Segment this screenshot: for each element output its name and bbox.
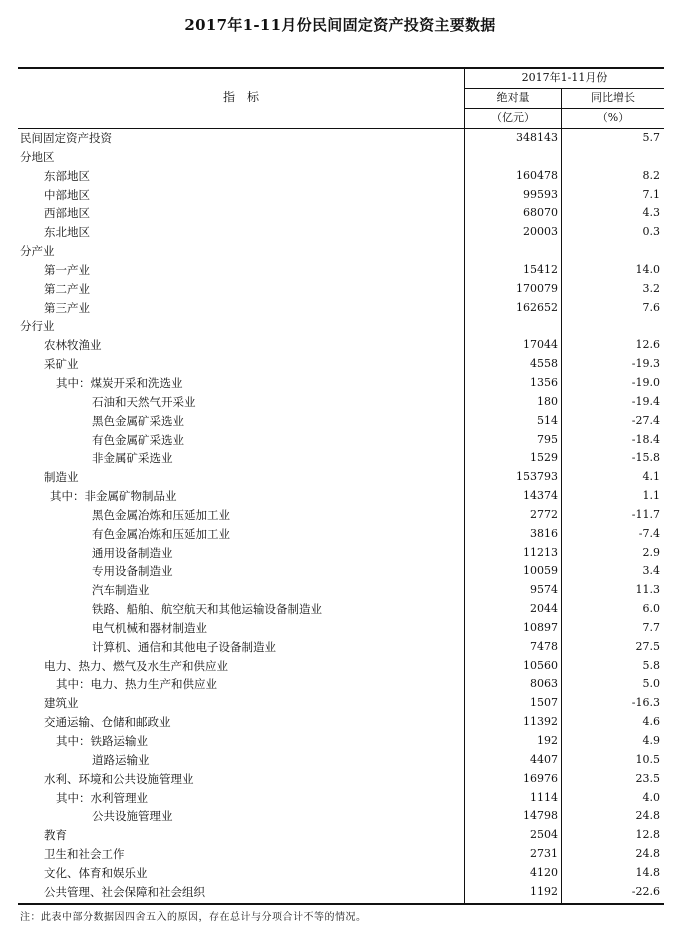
table-row: [18, 883, 664, 902]
row-growth-value: 6.0: [642, 602, 660, 616]
row-growth-value: 11.3: [635, 583, 660, 597]
row-indicator: 电气机械和器材制造业: [92, 620, 207, 635]
table-row: [18, 449, 664, 468]
table-row: [18, 186, 664, 205]
row-absolute-value: 3816: [530, 526, 558, 540]
row-absolute-value: 10897: [523, 620, 558, 634]
row-growth-value: 4.0: [642, 790, 660, 804]
row-indicator: 其中：非金属矿物制品业: [50, 489, 177, 504]
row-indicator: 第一产业: [44, 262, 90, 277]
row-indicator: 其中：水利管理业: [56, 790, 148, 805]
row-indicator: 通用设备制造业: [92, 545, 173, 560]
table-bottom-rule: [18, 903, 664, 905]
table-row: [18, 280, 664, 299]
row-absolute-value: 10059: [523, 564, 558, 578]
row-indicator: 分产业: [20, 244, 55, 259]
row-absolute-value: 68070: [523, 206, 558, 220]
row-indicator: 第二产业: [44, 281, 90, 296]
row-growth-value: 14.0: [635, 262, 660, 276]
row-absolute-value: 14374: [523, 489, 558, 503]
row-absolute-value: 11392: [523, 715, 558, 729]
row-growth-value: 12.6: [635, 338, 660, 352]
page-title: 2017年1-11月份民间固定资产投资主要数据: [184, 16, 496, 34]
row-indicator: 东北地区: [44, 225, 90, 240]
row-absolute-value: 180: [537, 394, 558, 408]
table-row: [18, 713, 664, 732]
row-absolute-value: 9574: [530, 583, 558, 597]
row-indicator: 其中：铁路运输业: [56, 734, 148, 748]
table-row: [18, 807, 664, 826]
row-absolute-value: 1114: [530, 790, 558, 804]
row-absolute-value: 348143: [516, 131, 558, 144]
row-indicator: 计算机、通信和其他电子设备制造业: [92, 639, 276, 654]
table-row: [18, 675, 664, 694]
table-row: [18, 223, 664, 242]
table-row: [18, 412, 664, 431]
row-absolute-value: 15412: [523, 262, 558, 276]
row-growth-value: 10.5: [635, 752, 660, 766]
row-indicator: 汽车制造业: [92, 583, 150, 598]
table-row: [18, 770, 664, 789]
row-indicator: 第三产业: [44, 300, 90, 315]
table-row: [18, 261, 664, 280]
row-indicator: 东部地区: [44, 168, 90, 183]
row-absolute-value: 11213: [523, 545, 558, 559]
row-growth-value: -18.4: [631, 432, 660, 446]
row-growth-value: 5.8: [642, 658, 660, 672]
row-absolute-value: 1356: [530, 375, 558, 389]
row-growth-value: 12.8: [635, 828, 660, 842]
row-growth-value: 4.1: [642, 470, 660, 484]
row-indicator: 制造业: [44, 470, 79, 485]
row-indicator: 公共设施管理业: [92, 809, 173, 824]
row-growth-value: 27.5: [635, 639, 660, 653]
row-growth-value: 4.6: [642, 715, 660, 729]
row-absolute-value: 20003: [523, 225, 558, 239]
row-indicator: 黑色金属冶炼和压延加工业: [92, 507, 230, 522]
table-row: [18, 864, 664, 883]
table-row: [18, 148, 664, 167]
row-indicator: 分地区: [20, 149, 55, 164]
table-row: [18, 657, 664, 676]
row-indicator: 有色金属冶炼和压延加工业: [92, 526, 230, 541]
table-row: [18, 468, 664, 487]
table-row: [18, 544, 664, 563]
table-row: [18, 751, 664, 770]
row-absolute-value: 153793: [516, 470, 558, 484]
row-absolute-value: 514: [537, 413, 558, 427]
row-indicator: 道路运输业: [92, 752, 150, 767]
row-growth-value: -15.8: [631, 451, 660, 465]
table-row: [18, 525, 664, 544]
absolute-header: 绝对量: [496, 91, 530, 104]
row-absolute-value: 4120: [530, 865, 558, 879]
row-absolute-value: 795: [537, 432, 558, 446]
row-indicator: 其中：电力、热力生产和供应业: [56, 677, 217, 692]
row-indicator: 其中：煤炭开采和洗选业: [56, 375, 183, 390]
row-growth-value: 5.0: [642, 677, 660, 691]
row-indicator: 教育: [44, 828, 67, 843]
row-indicator: 黑色金属矿采选业: [92, 413, 184, 428]
table-row: [18, 581, 664, 600]
row-growth-value: 3.2: [642, 281, 660, 295]
row-indicator: 非金属矿采选业: [92, 451, 173, 466]
indicator-header: 指 标: [222, 90, 259, 104]
table-row: [18, 129, 664, 148]
row-growth-value: 4.3: [642, 206, 660, 220]
row-absolute-value: 2731: [530, 847, 558, 861]
table-row: [18, 393, 664, 412]
row-indicator: 建筑业: [44, 696, 79, 711]
row-growth-value: 7.6: [642, 300, 660, 314]
table-row: [18, 317, 664, 336]
row-growth-value: 3.4: [642, 564, 660, 578]
row-absolute-value: 192: [537, 734, 558, 747]
table-row: [18, 732, 664, 751]
period-header: 2017年1-11月份: [521, 71, 608, 84]
row-absolute-value: 2044: [530, 602, 558, 616]
row-absolute-value: 2772: [530, 507, 558, 521]
row-absolute-value: 160478: [516, 168, 558, 182]
table-row: [18, 431, 664, 450]
growth-unit: （%）: [596, 111, 630, 124]
row-absolute-value: 1529: [530, 451, 558, 465]
table-row: [18, 694, 664, 713]
row-growth-value: -19.3: [631, 357, 660, 371]
row-indicator: 分行业: [20, 319, 55, 334]
table-row: [18, 600, 664, 619]
row-absolute-value: 16976: [523, 771, 558, 785]
row-absolute-value: 170079: [516, 281, 558, 295]
row-indicator: 交通运输、仓储和邮政业: [44, 715, 171, 730]
row-indicator: 文化、体育和娱乐业: [44, 865, 148, 880]
row-growth-value: 2.9: [642, 545, 660, 559]
table-row: [18, 826, 664, 845]
table-row: [18, 374, 664, 393]
row-absolute-value: 1192: [530, 884, 558, 898]
row-growth-value: -22.6: [631, 884, 660, 898]
row-growth-value: 23.5: [635, 771, 660, 785]
table-row: [18, 299, 664, 318]
row-growth-value: -16.3: [631, 696, 660, 710]
row-indicator: 公共管理、社会保障和社会组织: [44, 884, 205, 899]
row-absolute-value: 162652: [516, 300, 558, 314]
table-row: [18, 845, 664, 864]
table-row: [18, 336, 664, 355]
row-absolute-value: 8063: [530, 677, 558, 691]
row-growth-value: -7.4: [638, 526, 660, 540]
row-growth-value: 4.9: [642, 734, 660, 747]
row-absolute-value: 7478: [530, 639, 558, 653]
row-growth-value: 8.2: [642, 168, 660, 182]
table-row: [18, 506, 664, 525]
table-row: [18, 562, 664, 581]
row-growth-value: -27.4: [631, 413, 660, 427]
row-absolute-value: 99593: [523, 187, 558, 201]
row-growth-value: 14.8: [635, 865, 660, 879]
absolute-unit: （亿元）: [491, 111, 535, 124]
row-growth-value: 0.3: [642, 225, 660, 239]
table-row: [18, 167, 664, 186]
row-absolute-value: 10560: [523, 658, 558, 672]
table-row: [18, 204, 664, 223]
row-absolute-value: 14798: [523, 809, 558, 823]
table-row: [18, 242, 664, 261]
growth-header: 同比增长: [591, 91, 635, 104]
row-indicator: 农林牧渔业: [44, 338, 102, 353]
footnote: 注：此表中部分数据因四舍五入的原因，存在总计与分项合计不等的情况。: [20, 912, 367, 923]
row-indicator: 专用设备制造业: [92, 564, 173, 579]
row-growth-value: -11.7: [631, 507, 660, 521]
table-row: [18, 638, 664, 657]
row-absolute-value: 4407: [530, 752, 558, 766]
row-indicator: 西部地区: [44, 206, 90, 221]
row-growth-value: 24.8: [635, 847, 660, 861]
table-row: [18, 487, 664, 506]
table-row: [18, 355, 664, 374]
row-growth-value: 7.7: [642, 620, 660, 634]
row-growth-value: -19.4: [631, 394, 660, 408]
row-absolute-value: 17044: [523, 338, 558, 352]
table-row: [18, 619, 664, 638]
data-table-body: [18, 129, 664, 902]
row-indicator: 卫生和社会工作: [44, 847, 125, 862]
row-indicator: 铁路、船舶、航空航天和其他运输设备制造业: [92, 602, 322, 617]
row-indicator: 有色金属矿采选业: [92, 432, 184, 447]
row-indicator: 电力、热力、燃气及水生产和供应业: [44, 658, 228, 673]
row-indicator: 水利、环境和公共设施管理业: [44, 771, 194, 786]
row-growth-value: -19.0: [631, 375, 660, 389]
row-absolute-value: 1507: [530, 696, 558, 710]
row-indicator: 石油和天然气开采业: [92, 394, 196, 409]
row-growth-value: 1.1: [642, 489, 660, 503]
row-indicator: 中部地区: [44, 187, 90, 202]
row-growth-value: 24.8: [635, 809, 660, 823]
row-indicator: 民间固定资产投资: [20, 131, 112, 145]
row-growth-value: 7.1: [642, 187, 660, 201]
row-growth-value: 5.7: [642, 131, 660, 144]
row-absolute-value: 4558: [530, 357, 558, 371]
row-absolute-value: 2504: [530, 828, 558, 842]
row-indicator: 采矿业: [44, 357, 79, 372]
table-row: [18, 789, 664, 808]
